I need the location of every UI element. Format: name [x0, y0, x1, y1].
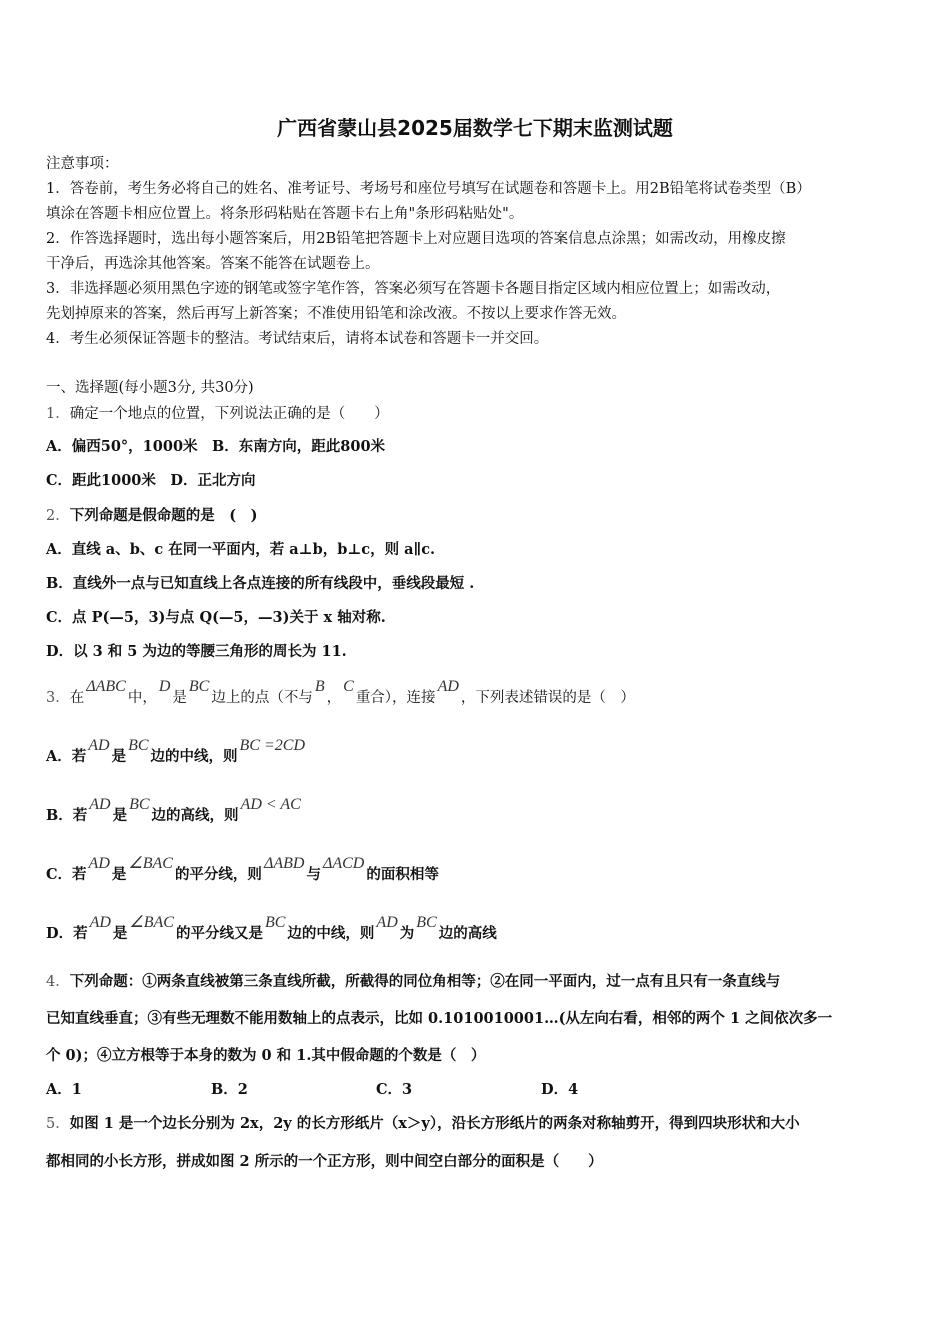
question-number: 4．	[46, 974, 70, 990]
text: 与	[306, 866, 321, 883]
text: 在	[69, 690, 85, 706]
text: A．若	[46, 748, 87, 765]
math: AD	[88, 737, 110, 754]
text: 中，	[127, 690, 157, 706]
q4-options	[46, 1078, 706, 1099]
math: ΔACD	[322, 855, 365, 872]
notice-line: 先划掉原来的答案，然后再写上新答案；不准使用铅笔和涂改液。不按以上要求作答无效。	[46, 306, 626, 322]
question-text: 下列命题：①两条直线被第三条直线所截，所截得的同位角相等；②在同一平面内，过一点有且只有一条直线与	[69, 973, 781, 990]
page-title: 广西省蒙山县2025届数学七下期末监测试题	[277, 116, 673, 140]
q4-option-d: D．4	[541, 1081, 579, 1098]
math: BC	[129, 796, 150, 813]
math: ∠BAC	[129, 914, 174, 931]
q2-option-d: D．以 3 和 5 为边的等腰三角形的周长为 11.	[46, 643, 347, 660]
notice-line: 2．作答选择题时，选出每小题答案后，用2B铅笔把答题卡上对应题目选项的答案信息点涂黑；如需改动，用橡皮擦	[46, 231, 786, 247]
question-text: 如图 1 是一个边长分别为 2x，2y 的长方形纸片（x＞y），沿长方形纸片的两条对称轴剪开，得到四块形状和大小	[69, 1115, 800, 1132]
q3-option-b	[46, 796, 303, 825]
text: 重合），连接	[355, 690, 436, 706]
math: AD	[88, 855, 110, 872]
math: AD	[376, 914, 398, 931]
text: 的平分线又是	[175, 925, 263, 942]
text: 是	[111, 866, 127, 883]
question-4	[46, 970, 780, 991]
q4-text-line: 个 0)；④立方根等于本身的数为 0 和 1.其中假命题的个数是（ ）	[46, 1047, 486, 1064]
question-number: 2．	[46, 508, 70, 524]
q3-option-a	[46, 737, 307, 766]
text: 边的中线，则	[287, 925, 375, 942]
question-number: 3．	[46, 690, 70, 706]
math: BC	[416, 914, 437, 931]
notice-line: 3．非选择题必须用黑色字迹的钢笔或签字笔作答，答案必须写在答题卡各题目指定区域内相应位置上；如需改动，	[46, 281, 781, 297]
text: 边上的点（不与	[211, 690, 313, 706]
text: 边的高线	[438, 925, 497, 942]
math-point-c: C	[343, 678, 354, 695]
math: ∠BAC	[128, 855, 173, 872]
question-2	[46, 504, 257, 525]
math: BC =2CD	[239, 737, 306, 754]
question-text: 下列命题是假命题的是 ( )	[69, 507, 258, 524]
notice-line: 1．答卷前，考生务必将自己的姓名、准考证号、考场号和座位号填写在试题卷和答题卡上。用2B铅笔将试卷类型（B）	[46, 181, 811, 197]
notice-line: 干净后，再选涂其他答案。答案不能答在试题卷上。	[46, 256, 380, 272]
math-triangle-abc: ΔABC	[86, 678, 126, 695]
math-point-d: D	[158, 678, 171, 695]
math: BC	[264, 914, 286, 931]
text: ，下列表述错误的是（ ）	[460, 690, 635, 706]
q5-text-line: 都相同的小长方形，拼成如图 2 所示的一个正方形，则中间空白部分的面积是（ ）	[46, 1153, 603, 1170]
text: 的面积相等	[366, 866, 439, 883]
q3-option-d	[46, 914, 497, 943]
question-5	[46, 1112, 800, 1133]
text: 为	[399, 925, 415, 942]
notice-heading: 注意事项：	[46, 156, 119, 172]
q3-option-c	[46, 855, 439, 884]
math: ΔABD	[263, 855, 305, 872]
math-segment-bc: BC	[188, 678, 210, 695]
text: 是	[112, 925, 128, 942]
text: ，	[326, 690, 342, 706]
math: AD	[89, 914, 111, 931]
text: 边的高线，则	[151, 807, 239, 824]
section-heading: 一、选择题(每小题3分, 共30分)	[46, 380, 254, 396]
q4-option-a: A．1	[46, 1081, 82, 1098]
notice-line: 填涂在答题卡相应位置上。将条形码粘贴在答题卡右上角"条形码粘贴处"。	[46, 206, 524, 222]
math: AD	[89, 796, 111, 813]
question-number: 1．	[46, 406, 70, 422]
text: 的平分线，则	[174, 866, 262, 883]
notice-line: 4．考生必须保证答题卡的整洁。考试结束后，请将本试卷和答题卡一并交回。	[46, 331, 549, 347]
q4-option-b: B．2	[211, 1081, 248, 1098]
q2-option-b: B．直线外一点与已知直线上各点连接的所有线段中，垂线段最短 .	[46, 575, 475, 592]
math: BC	[128, 737, 149, 754]
math-point-b: B	[314, 678, 325, 695]
q4-option-c: C．3	[376, 1081, 413, 1098]
q2-option-c: C．点 P(—5，3)与点 Q(—5，—3)关于 x 轴对称.	[46, 609, 386, 626]
q1-options-cd: C．距此1000米 D．正北方向	[46, 472, 256, 489]
text: 是	[172, 690, 187, 706]
text: 是	[111, 748, 127, 765]
question-1	[46, 402, 389, 423]
text: B．若	[46, 807, 88, 824]
question-number: 5．	[46, 1116, 70, 1132]
q4-text-line: 已知直线垂直；③有些无理数不能用数轴上的点表示，比如 0.1010010001…(从左向右看，相邻的两个 1 之间依次多一	[46, 1010, 833, 1027]
text: C．若	[46, 866, 87, 883]
question-text: 确定一个地点的位置，下列说法正确的是（ ）	[69, 406, 389, 422]
text: 是	[112, 807, 128, 824]
text: 边的中线，则	[150, 748, 238, 765]
math-segment-ad: AD	[437, 678, 459, 695]
q2-option-a: A．直线 a、b、c 在同一平面内，若 a⊥b，b⊥c，则 a∥c.	[46, 541, 436, 558]
math: AD < AC	[240, 796, 301, 813]
q1-options-ab: A．偏西50°，1000米 B．东南方向，距此800米	[46, 438, 386, 455]
question-3	[46, 678, 635, 707]
text: D．若	[46, 925, 88, 942]
